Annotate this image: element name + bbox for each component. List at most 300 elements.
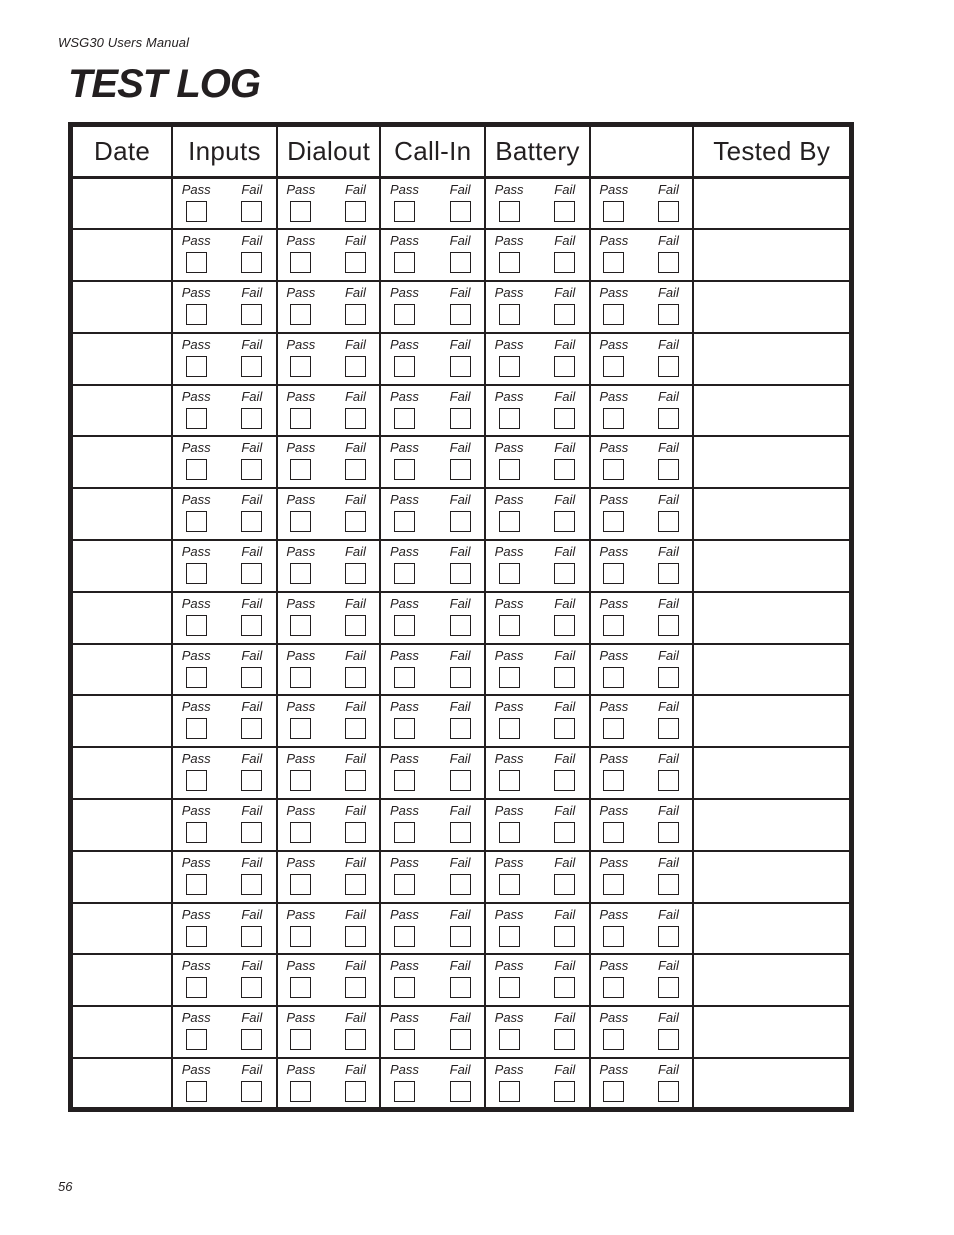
pass-checkbox[interactable] <box>394 1029 415 1050</box>
fail-label: Fail <box>241 336 263 352</box>
fail-checkbox[interactable] <box>241 874 262 895</box>
pass-checkbox[interactable] <box>394 563 415 584</box>
fail-label: Fail <box>344 803 366 819</box>
tested-by-cell[interactable] <box>693 747 851 799</box>
pass-option <box>391 907 417 947</box>
pass-fail-pair <box>486 800 589 843</box>
date-cell[interactable] <box>71 488 173 540</box>
fail-checkbox[interactable] <box>554 459 575 480</box>
fail-checkbox[interactable] <box>345 874 366 895</box>
pass-checkbox[interactable] <box>290 1029 311 1050</box>
tested-by-cell[interactable] <box>693 488 851 540</box>
fail-label: Fail <box>449 285 471 301</box>
fail-checkbox[interactable] <box>450 252 471 273</box>
fail-checkbox[interactable] <box>554 770 575 791</box>
date-cell[interactable] <box>71 695 173 747</box>
fail-label: Fail <box>449 1062 471 1078</box>
pass-option <box>288 1062 314 1102</box>
pass-fail-pair <box>381 282 484 325</box>
pass-checkbox[interactable] <box>499 926 520 947</box>
tested-by-cell[interactable] <box>693 1006 851 1058</box>
fail-option <box>552 855 578 895</box>
pass-checkbox[interactable] <box>290 926 311 947</box>
date-cell[interactable] <box>71 281 173 333</box>
fail-checkbox[interactable] <box>658 874 679 895</box>
pass-checkbox[interactable] <box>290 563 311 584</box>
pass-checkbox[interactable] <box>499 459 520 480</box>
fail-checkbox[interactable] <box>658 822 679 843</box>
fail-checkbox[interactable] <box>554 822 575 843</box>
fail-checkbox[interactable] <box>241 304 262 325</box>
fail-checkbox[interactable] <box>450 1029 471 1050</box>
pass-checkbox[interactable] <box>603 615 624 636</box>
pass-checkbox[interactable] <box>394 667 415 688</box>
fail-label: Fail <box>344 388 366 404</box>
pass-checkbox[interactable] <box>186 563 207 584</box>
pass-checkbox[interactable] <box>603 977 624 998</box>
date-cell[interactable] <box>71 385 173 437</box>
pass-option <box>391 182 417 222</box>
date-cell[interactable] <box>71 540 173 592</box>
pass-checkbox[interactable] <box>290 356 311 377</box>
fail-option <box>447 596 473 636</box>
pass-option <box>601 803 627 843</box>
pass-checkbox[interactable] <box>499 356 520 377</box>
fail-label: Fail <box>449 492 471 508</box>
pass-checkbox[interactable] <box>290 977 311 998</box>
pass-label: Pass <box>286 803 316 819</box>
fail-checkbox[interactable] <box>450 822 471 843</box>
fail-checkbox[interactable] <box>345 304 366 325</box>
extra-result-cell <box>590 747 694 799</box>
pass-fail-pair <box>173 1007 276 1050</box>
fail-checkbox[interactable] <box>658 718 679 739</box>
date-cell[interactable] <box>71 436 173 488</box>
fail-checkbox[interactable] <box>554 201 575 222</box>
fail-checkbox[interactable] <box>345 977 366 998</box>
fail-checkbox[interactable] <box>241 822 262 843</box>
pass-checkbox[interactable] <box>394 252 415 273</box>
fail-checkbox[interactable] <box>450 770 471 791</box>
pass-checkbox[interactable] <box>499 874 520 895</box>
fail-checkbox[interactable] <box>554 615 575 636</box>
tested-by-cell[interactable] <box>693 851 851 903</box>
fail-option <box>447 544 473 584</box>
fail-option <box>655 958 681 998</box>
date-cell[interactable] <box>71 333 173 385</box>
pass-option <box>288 182 314 222</box>
fail-checkbox[interactable] <box>658 667 679 688</box>
extra-result-cell <box>590 799 694 851</box>
dialout-result-cell <box>277 436 381 488</box>
pass-fail-pair <box>381 489 484 532</box>
pass-checkbox[interactable] <box>394 615 415 636</box>
pass-fail-pair <box>381 541 484 584</box>
pass-option <box>183 337 209 377</box>
pass-option <box>183 699 209 739</box>
pass-checkbox[interactable] <box>186 304 207 325</box>
fail-label: Fail <box>241 492 263 508</box>
pass-checkbox[interactable] <box>290 408 311 429</box>
date-cell[interactable] <box>71 592 173 644</box>
date-cell[interactable] <box>71 903 173 955</box>
pass-checkbox[interactable] <box>394 822 415 843</box>
date-cell[interactable] <box>71 954 173 1006</box>
fail-checkbox[interactable] <box>345 201 366 222</box>
pass-checkbox[interactable] <box>394 201 415 222</box>
pass-checkbox[interactable] <box>186 615 207 636</box>
pass-option <box>496 233 522 273</box>
pass-checkbox[interactable] <box>499 718 520 739</box>
fail-checkbox[interactable] <box>658 201 679 222</box>
pass-option <box>183 596 209 636</box>
pass-checkbox[interactable] <box>290 667 311 688</box>
pass-option <box>288 803 314 843</box>
pass-checkbox[interactable] <box>394 511 415 532</box>
fail-checkbox[interactable] <box>554 563 575 584</box>
tested-by-cell[interactable] <box>693 178 851 230</box>
fail-checkbox[interactable] <box>554 408 575 429</box>
date-cell[interactable] <box>71 1058 173 1110</box>
tested-by-cell[interactable] <box>693 436 851 488</box>
fail-option <box>239 699 265 739</box>
battery-result-cell <box>485 178 590 230</box>
pass-checkbox[interactable] <box>603 563 624 584</box>
date-cell[interactable] <box>71 178 173 230</box>
pass-label: Pass <box>494 803 524 819</box>
fail-checkbox[interactable] <box>658 459 679 480</box>
fail-checkbox[interactable] <box>241 356 262 377</box>
pass-checkbox[interactable] <box>499 770 520 791</box>
pass-checkbox[interactable] <box>394 926 415 947</box>
pass-label: Pass <box>286 647 316 663</box>
fail-checkbox[interactable] <box>345 408 366 429</box>
fail-label: Fail <box>554 285 576 301</box>
pass-checkbox[interactable] <box>603 667 624 688</box>
inputs-result-cell <box>172 436 277 488</box>
pass-checkbox[interactable] <box>603 408 624 429</box>
tested-by-cell[interactable] <box>693 592 851 644</box>
fail-checkbox[interactable] <box>241 718 262 739</box>
pass-fail-pair <box>278 593 380 636</box>
fail-checkbox[interactable] <box>241 408 262 429</box>
fail-checkbox[interactable] <box>554 874 575 895</box>
pass-checkbox[interactable] <box>603 822 624 843</box>
pass-fail-pair <box>173 748 276 791</box>
pass-label: Pass <box>181 595 211 611</box>
pass-checkbox[interactable] <box>186 718 207 739</box>
pass-checkbox[interactable] <box>499 615 520 636</box>
pass-checkbox[interactable] <box>290 874 311 895</box>
pass-option <box>601 389 627 429</box>
fail-checkbox[interactable] <box>450 459 471 480</box>
tested-by-cell[interactable] <box>693 281 851 333</box>
battery-result-cell <box>485 385 590 437</box>
fail-checkbox[interactable] <box>450 356 471 377</box>
fail-checkbox[interactable] <box>241 201 262 222</box>
fail-checkbox[interactable] <box>450 874 471 895</box>
battery-result-cell <box>485 540 590 592</box>
fail-checkbox[interactable] <box>658 977 679 998</box>
pass-checkbox[interactable] <box>186 356 207 377</box>
fail-checkbox[interactable] <box>241 615 262 636</box>
pass-label: Pass <box>390 803 419 819</box>
pass-checkbox[interactable] <box>603 511 624 532</box>
fail-checkbox[interactable] <box>658 511 679 532</box>
pass-checkbox[interactable] <box>499 977 520 998</box>
fail-checkbox[interactable] <box>450 977 471 998</box>
pass-checkbox[interactable] <box>499 1081 520 1102</box>
pass-checkbox[interactable] <box>186 511 207 532</box>
fail-checkbox[interactable] <box>345 356 366 377</box>
fail-checkbox[interactable] <box>554 252 575 273</box>
pass-option <box>391 233 417 273</box>
fail-checkbox[interactable] <box>345 563 366 584</box>
tested-by-cell[interactable] <box>693 903 851 955</box>
pass-checkbox[interactable] <box>394 356 415 377</box>
fail-checkbox[interactable] <box>345 770 366 791</box>
pass-option <box>183 648 209 688</box>
pass-fail-pair <box>591 334 693 377</box>
pass-checkbox[interactable] <box>499 304 520 325</box>
fail-checkbox[interactable] <box>450 667 471 688</box>
pass-checkbox[interactable] <box>603 459 624 480</box>
fail-checkbox[interactable] <box>450 304 471 325</box>
date-cell[interactable] <box>71 851 173 903</box>
pass-checkbox[interactable] <box>290 201 311 222</box>
inputs-result-cell <box>172 333 277 385</box>
date-cell[interactable] <box>71 747 173 799</box>
fail-label: Fail <box>449 647 471 663</box>
date-cell[interactable] <box>71 644 173 696</box>
pass-checkbox[interactable] <box>186 667 207 688</box>
fail-checkbox[interactable] <box>241 770 262 791</box>
pass-option <box>496 1062 522 1102</box>
fail-checkbox[interactable] <box>554 1081 575 1102</box>
date-cell[interactable] <box>71 799 173 851</box>
pass-checkbox[interactable] <box>394 1081 415 1102</box>
fail-checkbox[interactable] <box>241 252 262 273</box>
fail-label: Fail <box>449 803 471 819</box>
pass-checkbox[interactable] <box>290 718 311 739</box>
fail-checkbox[interactable] <box>450 1081 471 1102</box>
fail-checkbox[interactable] <box>554 926 575 947</box>
pass-checkbox[interactable] <box>394 304 415 325</box>
fail-checkbox[interactable] <box>658 770 679 791</box>
pass-checkbox[interactable] <box>499 667 520 688</box>
fail-checkbox[interactable] <box>658 1081 679 1102</box>
pass-checkbox[interactable] <box>603 1029 624 1050</box>
fail-label: Fail <box>344 647 366 663</box>
pass-fail-pair <box>591 955 693 998</box>
pass-checkbox[interactable] <box>290 459 311 480</box>
pass-option <box>183 958 209 998</box>
pass-checkbox[interactable] <box>186 459 207 480</box>
fail-option <box>342 1062 368 1102</box>
fail-checkbox[interactable] <box>658 252 679 273</box>
fail-option <box>342 233 368 273</box>
date-cell[interactable] <box>71 1006 173 1058</box>
fail-label: Fail <box>657 336 679 352</box>
tested-by-cell[interactable] <box>693 333 851 385</box>
tested-by-cell[interactable] <box>693 1058 851 1110</box>
pass-checkbox[interactable] <box>186 201 207 222</box>
fail-checkbox[interactable] <box>450 718 471 739</box>
pass-checkbox[interactable] <box>603 252 624 273</box>
pass-label: Pass <box>599 751 629 767</box>
pass-checkbox[interactable] <box>499 408 520 429</box>
fail-checkbox[interactable] <box>554 977 575 998</box>
pass-checkbox[interactable] <box>394 718 415 739</box>
extra-result-cell <box>590 540 694 592</box>
fail-checkbox[interactable] <box>345 667 366 688</box>
pass-checkbox[interactable] <box>603 356 624 377</box>
fail-checkbox[interactable] <box>658 563 679 584</box>
fail-option <box>342 1010 368 1050</box>
fail-checkbox[interactable] <box>345 822 366 843</box>
fail-option <box>239 803 265 843</box>
fail-checkbox[interactable] <box>450 201 471 222</box>
pass-checkbox[interactable] <box>186 1029 207 1050</box>
pass-checkbox[interactable] <box>290 304 311 325</box>
pass-checkbox[interactable] <box>290 822 311 843</box>
pass-option <box>601 492 627 532</box>
pass-checkbox[interactable] <box>186 252 207 273</box>
pass-checkbox[interactable] <box>499 1029 520 1050</box>
fail-checkbox[interactable] <box>450 563 471 584</box>
fail-checkbox[interactable] <box>450 615 471 636</box>
fail-label: Fail <box>554 854 576 870</box>
pass-fail-pair <box>591 386 693 429</box>
fail-checkbox[interactable] <box>658 408 679 429</box>
pass-checkbox[interactable] <box>394 770 415 791</box>
fail-label: Fail <box>449 1010 471 1026</box>
pass-checkbox[interactable] <box>499 563 520 584</box>
fail-checkbox[interactable] <box>554 511 575 532</box>
fail-checkbox[interactable] <box>450 926 471 947</box>
tested-by-cell[interactable] <box>693 385 851 437</box>
fail-checkbox[interactable] <box>658 615 679 636</box>
fail-checkbox[interactable] <box>345 926 366 947</box>
pass-checkbox[interactable] <box>290 1081 311 1102</box>
fail-checkbox[interactable] <box>658 356 679 377</box>
pass-checkbox[interactable] <box>290 770 311 791</box>
pass-checkbox[interactable] <box>603 718 624 739</box>
pass-checkbox[interactable] <box>499 201 520 222</box>
fail-option <box>655 389 681 429</box>
pass-checkbox[interactable] <box>394 459 415 480</box>
fail-option <box>655 182 681 222</box>
fail-checkbox[interactable] <box>450 408 471 429</box>
pass-checkbox[interactable] <box>603 304 624 325</box>
fail-label: Fail <box>554 388 576 404</box>
pass-label: Pass <box>181 285 211 301</box>
battery-result-cell <box>485 488 590 540</box>
fail-checkbox[interactable] <box>658 304 679 325</box>
pass-checkbox[interactable] <box>186 926 207 947</box>
fail-option <box>552 648 578 688</box>
date-cell[interactable] <box>71 229 173 281</box>
fail-checkbox[interactable] <box>241 1029 262 1050</box>
fail-checkbox[interactable] <box>554 304 575 325</box>
fail-checkbox[interactable] <box>241 563 262 584</box>
tested-by-cell[interactable] <box>693 229 851 281</box>
pass-checkbox[interactable] <box>499 822 520 843</box>
fail-checkbox[interactable] <box>345 459 366 480</box>
fail-checkbox[interactable] <box>345 511 366 532</box>
pass-checkbox[interactable] <box>186 770 207 791</box>
pass-checkbox[interactable] <box>394 977 415 998</box>
tested-by-cell[interactable] <box>693 799 851 851</box>
pass-label: Pass <box>599 1062 629 1078</box>
pass-checkbox[interactable] <box>603 926 624 947</box>
fail-checkbox[interactable] <box>345 252 366 273</box>
pass-checkbox[interactable] <box>499 511 520 532</box>
fail-checkbox[interactable] <box>345 1081 366 1102</box>
fail-checkbox[interactable] <box>658 926 679 947</box>
fail-checkbox[interactable] <box>554 718 575 739</box>
fail-checkbox[interactable] <box>450 511 471 532</box>
fail-checkbox[interactable] <box>241 1081 262 1102</box>
pass-checkbox[interactable] <box>394 408 415 429</box>
pass-checkbox[interactable] <box>603 874 624 895</box>
pass-checkbox[interactable] <box>499 252 520 273</box>
pass-label: Pass <box>390 854 419 870</box>
extra-result-cell <box>590 695 694 747</box>
tested-by-cell[interactable] <box>693 644 851 696</box>
fail-checkbox[interactable] <box>345 718 366 739</box>
fail-checkbox[interactable] <box>241 511 262 532</box>
fail-label: Fail <box>344 1010 366 1026</box>
pass-checkbox[interactable] <box>186 977 207 998</box>
fail-checkbox[interactable] <box>241 977 262 998</box>
pass-checkbox[interactable] <box>290 252 311 273</box>
fail-checkbox[interactable] <box>554 667 575 688</box>
fail-checkbox[interactable] <box>241 459 262 480</box>
pass-label: Pass <box>181 544 211 560</box>
fail-checkbox[interactable] <box>554 356 575 377</box>
pass-checkbox[interactable] <box>186 408 207 429</box>
pass-checkbox[interactable] <box>290 615 311 636</box>
pass-label: Pass <box>286 182 316 197</box>
pass-checkbox[interactable] <box>186 1081 207 1102</box>
pass-checkbox[interactable] <box>186 822 207 843</box>
pass-option <box>601 596 627 636</box>
tested-by-cell[interactable] <box>693 540 851 592</box>
dialout-result-cell <box>277 747 381 799</box>
tested-by-cell[interactable] <box>693 954 851 1006</box>
pass-fail-pair <box>591 1007 693 1050</box>
pass-checkbox[interactable] <box>186 874 207 895</box>
fail-checkbox[interactable] <box>345 1029 366 1050</box>
pass-option <box>601 285 627 325</box>
pass-checkbox[interactable] <box>394 874 415 895</box>
fail-checkbox[interactable] <box>658 1029 679 1050</box>
pass-checkbox[interactable] <box>603 770 624 791</box>
pass-checkbox[interactable] <box>603 201 624 222</box>
fail-checkbox[interactable] <box>241 926 262 947</box>
fail-checkbox[interactable] <box>554 1029 575 1050</box>
tested-by-cell[interactable] <box>693 695 851 747</box>
pass-checkbox[interactable] <box>603 1081 624 1102</box>
pass-label: Pass <box>286 440 316 456</box>
fail-checkbox[interactable] <box>241 667 262 688</box>
test-log-body <box>71 178 852 1110</box>
pass-option <box>496 855 522 895</box>
fail-checkbox[interactable] <box>345 615 366 636</box>
fail-option <box>655 803 681 843</box>
pass-checkbox[interactable] <box>290 511 311 532</box>
